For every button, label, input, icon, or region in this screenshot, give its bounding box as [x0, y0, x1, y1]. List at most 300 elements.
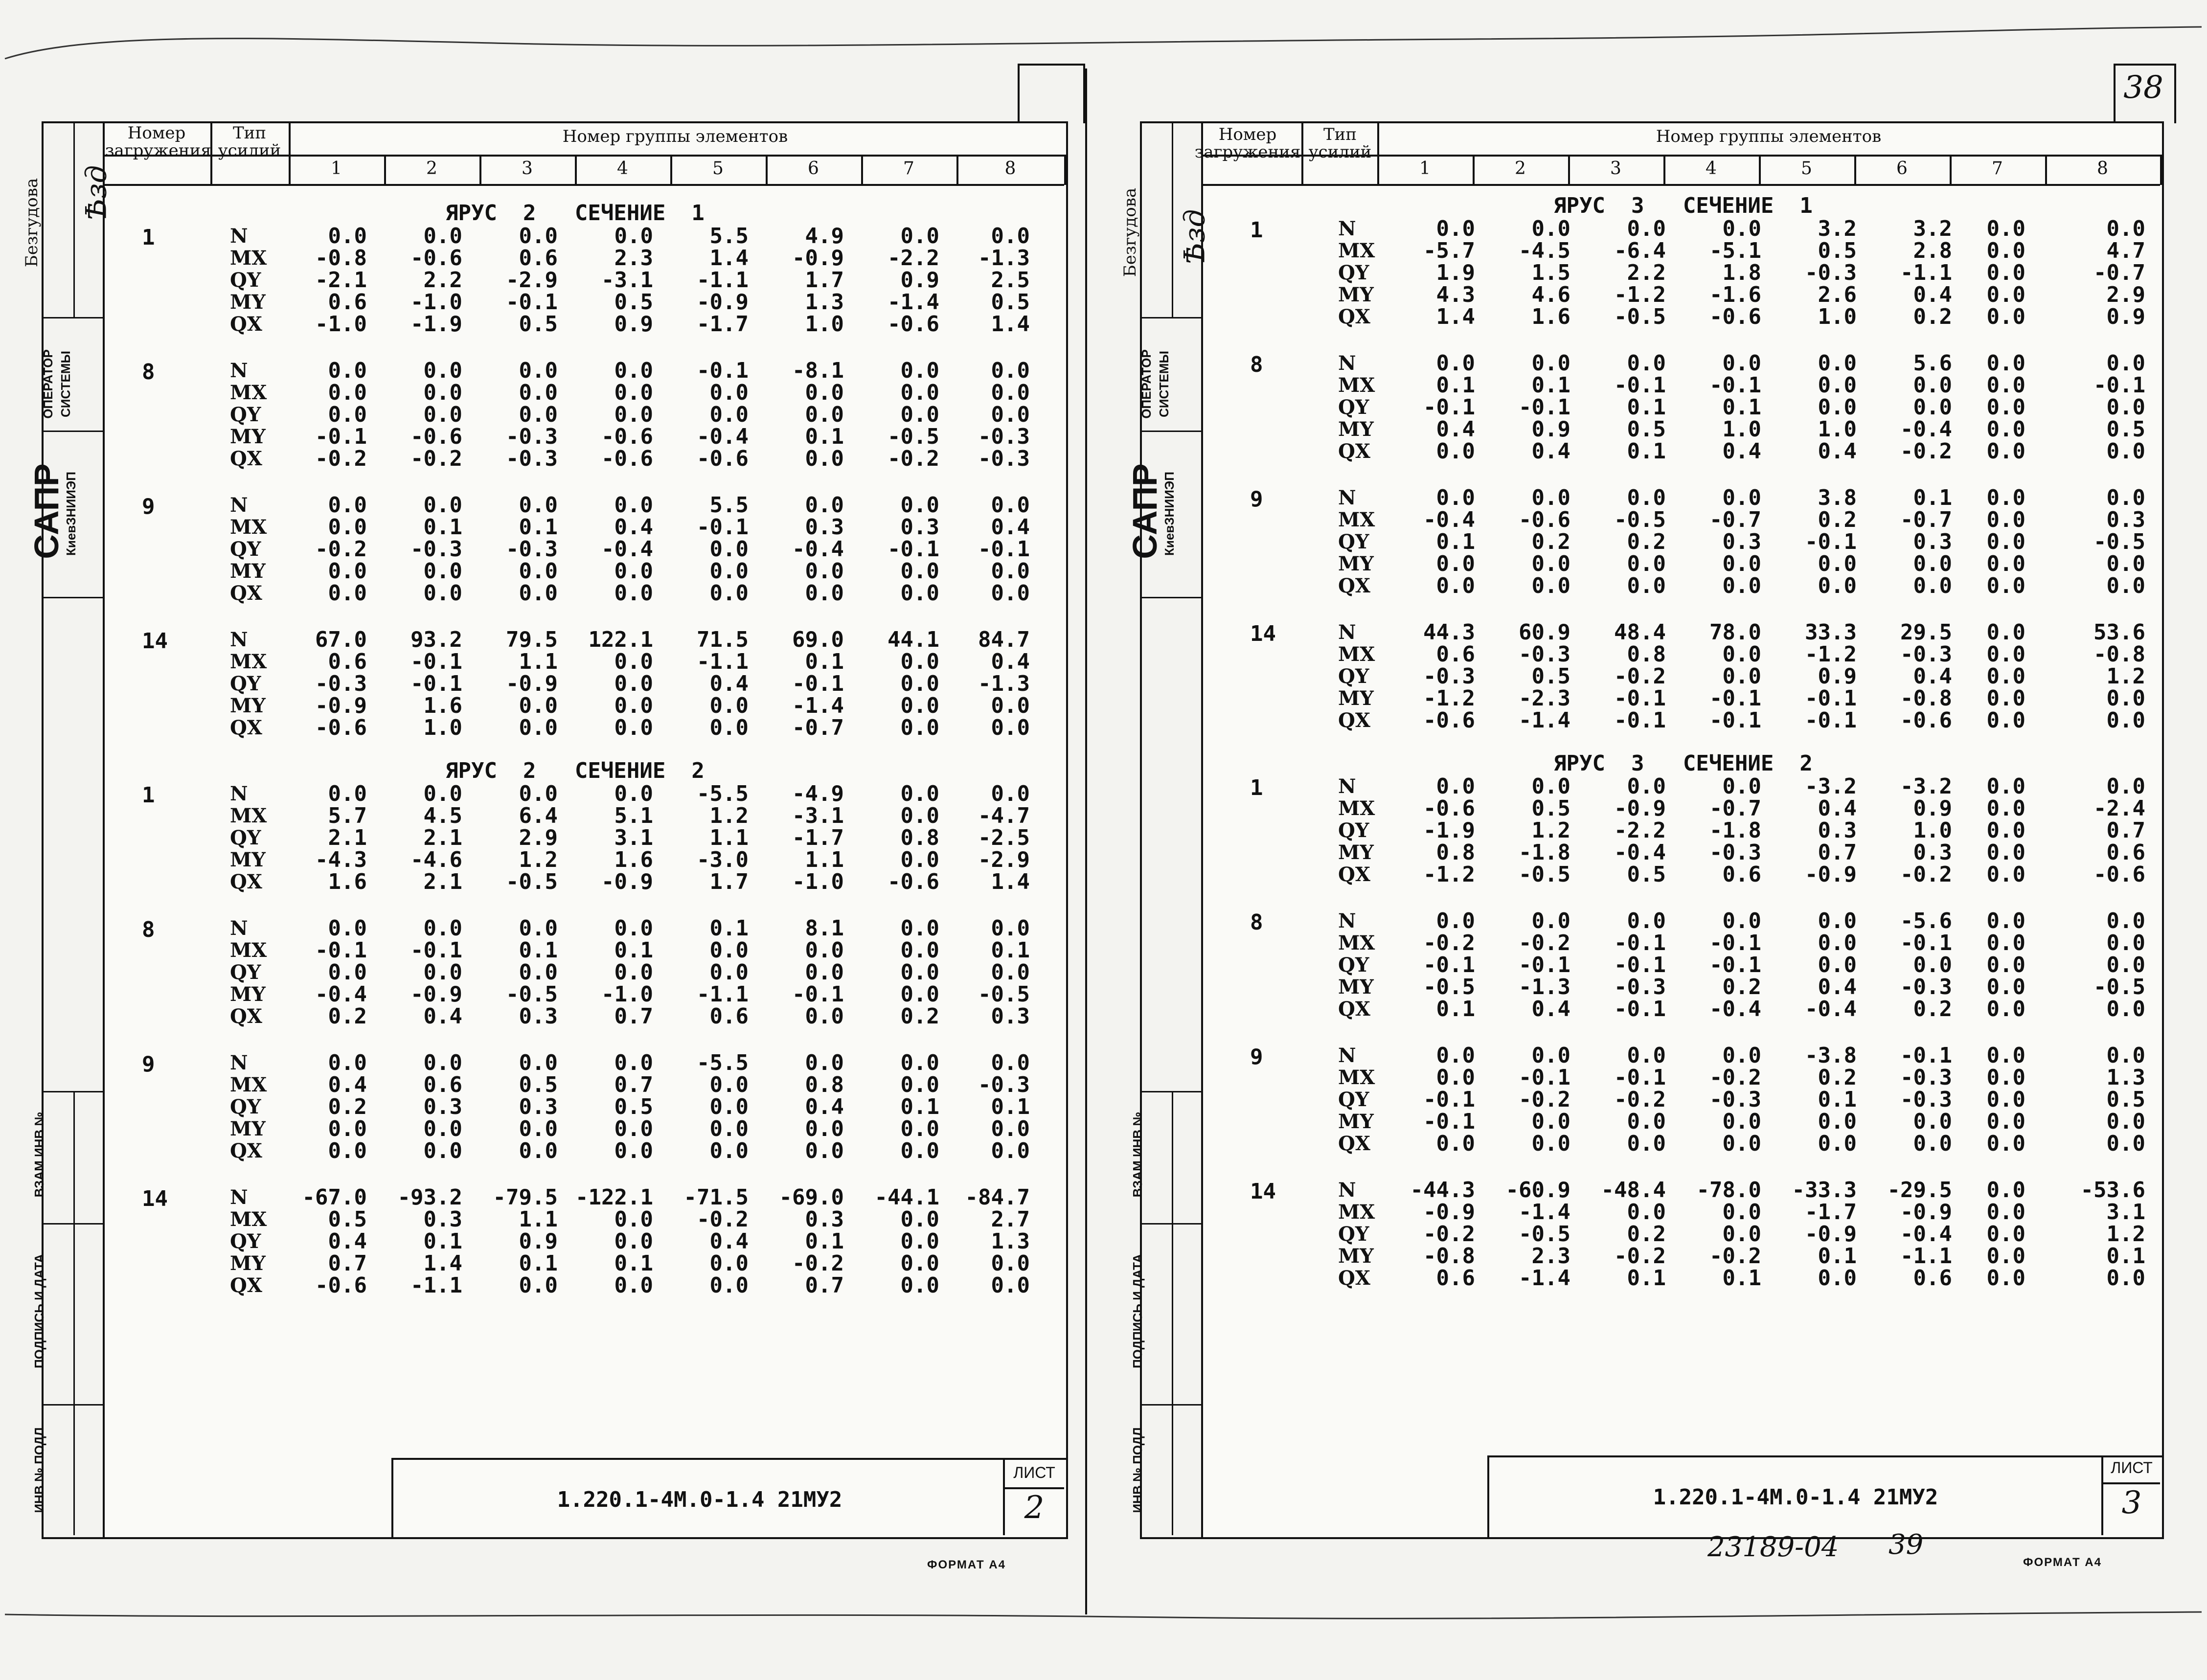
table-cell: -0.3	[1423, 664, 1475, 689]
table-cell: 0.0	[991, 1116, 1030, 1141]
scan-edge-bottom	[0, 1600, 2207, 1639]
force-type-mx: MX	[1338, 797, 1375, 820]
force-type-qy: QY	[1338, 530, 1369, 553]
table-cell: 0.0	[1986, 282, 2025, 307]
table-cell: -0.2	[1614, 664, 1666, 689]
table-cell: 0.0	[900, 1116, 939, 1141]
table-cell: 0.0	[709, 938, 749, 963]
table-cell: 0.1	[991, 938, 1030, 963]
table-cell: 0.7	[614, 1004, 653, 1029]
table-cell: -0.6	[601, 424, 653, 449]
table-cell: 0.0	[614, 960, 653, 985]
table-cell: -0.1	[1614, 686, 1666, 711]
table-cell: -0.8	[315, 246, 367, 271]
table-cell: 0.0	[709, 1251, 749, 1276]
table-cell: 0.0	[519, 781, 558, 806]
table-cell: -0.6	[887, 312, 939, 337]
table-cell: 0.0	[1986, 485, 2025, 510]
table-cell: -1.2	[1805, 642, 1857, 667]
table-cell: -78.0	[1696, 1178, 1761, 1203]
table-cell: 0.3	[519, 1094, 558, 1119]
table-cell: -1.8	[1709, 818, 1761, 843]
table-cell: 0.0	[328, 781, 367, 806]
force-type-n: N	[1338, 352, 1356, 375]
table-cell: -1.4	[1519, 708, 1570, 733]
force-type-mx: MX	[230, 1073, 267, 1096]
column-number-2: 2	[1515, 159, 1526, 179]
table-cell: 0.0	[991, 781, 1030, 806]
table-cell: -2.3	[1519, 686, 1570, 711]
table-cell: 0.4	[1531, 997, 1570, 1022]
table-cell: 0.0	[2106, 351, 2145, 376]
table-cell: 0.0	[519, 715, 558, 740]
table-cell: 1.0	[805, 312, 844, 337]
table-cell: -0.5	[887, 424, 939, 449]
table-cell: 0.6	[709, 1004, 749, 1029]
table-cell: -0.1	[1709, 686, 1761, 711]
table-cell: 0.9	[519, 1229, 558, 1254]
table-cell: 0.0	[709, 693, 749, 718]
force-type-my: MY	[230, 848, 266, 871]
load-number: 8	[1250, 910, 1263, 935]
force-type-qx: QX	[230, 716, 262, 739]
table-cell: -0.1	[506, 290, 558, 315]
table-cell: -0.6	[1423, 708, 1475, 733]
table-cell: 0.0	[2106, 708, 2145, 733]
force-type-my: MY	[1338, 283, 1374, 306]
table-cell: -0.2	[1709, 1065, 1761, 1090]
table-cell: -1.7	[792, 825, 844, 850]
table-cell: 69.0	[792, 627, 844, 652]
force-type-qy: QY	[1338, 1223, 1369, 1246]
table-cell: 0.0	[1818, 395, 1857, 420]
table-cell: 3.1	[614, 825, 653, 850]
archive-page: 39	[1888, 1529, 1924, 1561]
table-cell: 0.4	[1818, 796, 1857, 821]
table-cell: 0.0	[2106, 997, 2145, 1022]
table-cell: 0.2	[1818, 1065, 1857, 1090]
table-cell: -0.6	[315, 1273, 367, 1298]
table-cell: -0.8	[1900, 686, 1952, 711]
podpis-label: ПОДПИСЬ И ДАТА	[32, 1253, 46, 1369]
table-cell: -0.2	[1900, 862, 1952, 887]
table-cell: -1.8	[1519, 840, 1570, 865]
right-institute-label: КиевЗНИИЭП	[1162, 472, 1177, 556]
table-cell: -3.1	[792, 803, 844, 828]
table-cell: -0.6	[1519, 507, 1570, 532]
table-cell: 0.0	[423, 1050, 462, 1075]
table-cell: 0.0	[1722, 1109, 1761, 1134]
table-cell: 0.0	[900, 380, 939, 405]
force-type-n: N	[230, 359, 248, 382]
table-cell: 0.0	[900, 649, 939, 674]
table-cell: 0.0	[2106, 1043, 2145, 1068]
table-cell: 0.0	[1531, 551, 1570, 576]
table-cell: 0.9	[900, 268, 939, 293]
table-cell: -1.7	[1805, 1200, 1857, 1225]
table-cell: -0.1	[887, 537, 939, 562]
table-cell: 0.0	[519, 1138, 558, 1163]
force-type-n: N	[230, 1186, 248, 1209]
table-cell: 0.0	[1531, 573, 1570, 598]
table-cell: -2.1	[315, 268, 367, 293]
table-cell: 0.0	[1627, 1109, 1666, 1134]
table-cell: 0.0	[1722, 774, 1761, 799]
table-cell: 0.0	[328, 1116, 367, 1141]
table-cell: 0.0	[1436, 774, 1475, 799]
table-cell: 0.0	[1436, 485, 1475, 510]
table-cell: -1.1	[1900, 260, 1952, 285]
table-cell: 0.5	[1531, 664, 1570, 689]
table-cell: -0.1	[1709, 708, 1761, 733]
table-cell: 0.0	[1436, 1043, 1475, 1068]
table-cell: -0.8	[2093, 642, 2145, 667]
table-cell: 1.2	[2106, 664, 2145, 689]
table-cell: 0.0	[1986, 395, 2025, 420]
table-cell: 0.0	[1818, 551, 1857, 576]
column-divider	[1064, 155, 1066, 185]
table-cell: 0.3	[805, 515, 844, 540]
force-type-qx: QX	[230, 1005, 262, 1028]
table-cell: 0.0	[900, 960, 939, 985]
table-cell: 0.3	[519, 1004, 558, 1029]
force-type-n: N	[1338, 909, 1356, 932]
table-cell: 0.1	[805, 1229, 844, 1254]
table-cell: 0.0	[1913, 573, 1952, 598]
force-type-mx: MX	[1338, 374, 1375, 397]
table-cell: 1.6	[328, 869, 367, 894]
table-cell: 2.9	[2106, 282, 2145, 307]
table-cell: 0.0	[519, 559, 558, 584]
table-cell: 0.1	[614, 1251, 653, 1276]
table-cell: 0.0	[1627, 216, 1666, 241]
force-type-mx: MX	[1338, 643, 1375, 666]
table-cell: 0.0	[991, 1138, 1030, 1163]
table-cell: 0.4	[991, 649, 1030, 674]
table-cell: 0.0	[900, 693, 939, 718]
table-cell: 6.4	[519, 803, 558, 828]
table-cell: -0.2	[1519, 931, 1570, 955]
table-cell: 0.0	[614, 1138, 653, 1163]
table-cell: 0.0	[328, 380, 367, 405]
table-cell: 5.1	[614, 803, 653, 828]
table-cell: 1.4	[991, 312, 1030, 337]
table-cell: 0.8	[805, 1072, 844, 1097]
table-cell: -0.1	[1423, 1109, 1475, 1134]
table-cell: 0.0	[805, 446, 844, 471]
column-number-3: 3	[1610, 159, 1621, 179]
table-cell: -0.1	[315, 424, 367, 449]
column-number-1: 1	[1419, 159, 1431, 179]
right-stamp-code: 1.220.1-4М.0-1.4 21МУ2	[1653, 1485, 1938, 1510]
table-cell: 1.3	[2106, 1065, 2145, 1090]
table-cell: 0.0	[805, 960, 844, 985]
table-cell: -0.6	[1900, 708, 1952, 733]
table-cell: -1.0	[410, 290, 462, 315]
table-cell: -3.2	[1900, 774, 1952, 799]
table-cell: 0.0	[1436, 573, 1475, 598]
table-cell: -0.6	[410, 424, 462, 449]
table-cell: 0.0	[1436, 551, 1475, 576]
table-cell: 3.1	[2106, 1200, 2145, 1225]
table-cell: 0.0	[1986, 507, 2025, 532]
table-cell: -0.1	[1423, 953, 1475, 977]
table-cell: -0.2	[1519, 1087, 1570, 1112]
table-cell: 2.5	[991, 268, 1030, 293]
table-cell: -0.9	[410, 982, 462, 1007]
table-cell: -0.1	[2093, 373, 2145, 398]
load-number: 14	[142, 1186, 168, 1211]
load-number: 9	[142, 1052, 155, 1077]
table-cell: 0.0	[900, 847, 939, 872]
table-cell: 0.0	[1818, 1131, 1857, 1156]
table-cell: 0.0	[900, 559, 939, 584]
table-cell: 2.2	[1627, 260, 1666, 285]
table-cell: 0.0	[614, 1229, 653, 1254]
table-cell: -0.5	[1614, 304, 1666, 329]
table-cell: -1.2	[1423, 862, 1475, 887]
table-cell: 0.0	[991, 715, 1030, 740]
table-cell: -2.4	[2093, 796, 2145, 821]
table-cell: 0.5	[991, 290, 1030, 315]
table-cell: 0.0	[709, 1116, 749, 1141]
force-type-qx: QX	[1338, 709, 1370, 732]
table-cell: -3.0	[697, 847, 749, 872]
section-title: ЯРУС 3 СЕЧЕНИЕ 1	[1553, 193, 1813, 218]
table-cell: 0.0	[709, 1273, 749, 1298]
table-cell: 0.4	[1818, 975, 1857, 999]
force-type-qy: QY	[230, 403, 261, 426]
table-cell: 1.1	[709, 825, 749, 850]
table-cell: 0.0	[1986, 686, 2025, 711]
table-cell: 0.0	[1436, 216, 1475, 241]
operator-label: ОПЕРАТОР СИСТЕМЫ	[41, 349, 73, 419]
table-cell: 0.0	[900, 803, 939, 828]
table-cell: 0.0	[328, 493, 367, 518]
table-cell: 0.0	[991, 1050, 1030, 1075]
table-cell: 0.1	[805, 424, 844, 449]
table-cell: 0.5	[328, 1207, 367, 1232]
table-cell: -0.1	[1614, 931, 1666, 955]
table-cell: 48.4	[1614, 620, 1666, 645]
force-type-qx: QX	[1338, 998, 1370, 1021]
center-fold-line	[1085, 68, 1087, 1614]
force-type-my: MY	[1338, 687, 1374, 710]
table-cell: 0.0	[709, 380, 749, 405]
table-cell: -0.4	[1900, 417, 1952, 442]
table-cell: 0.0	[805, 1050, 844, 1075]
table-cell: 1.1	[519, 1207, 558, 1232]
table-cell: 0.0	[1986, 642, 2025, 667]
force-type-qy: QY	[230, 1230, 261, 1253]
table-cell: -1.2	[1614, 282, 1666, 307]
right-operator-label: ОПЕРАТОР СИСТЕМЫ	[1139, 349, 1171, 419]
table-cell: -0.3	[1614, 975, 1666, 999]
table-cell: -0.1	[1519, 953, 1570, 977]
table-cell: -93.2	[397, 1185, 462, 1210]
table-cell: 0.0	[709, 402, 749, 427]
force-type-n: N	[1338, 1179, 1356, 1202]
table-cell: 1.6	[423, 693, 462, 718]
table-cell: 0.0	[423, 960, 462, 985]
force-type-my: MY	[1338, 1110, 1374, 1133]
force-type-qx: QX	[230, 870, 262, 893]
table-cell: 0.0	[1986, 796, 2025, 821]
table-cell: 0.0	[1436, 1065, 1475, 1090]
load-number: 1	[1250, 218, 1263, 243]
force-type-n: N	[230, 494, 248, 517]
force-type-n: N	[230, 225, 248, 248]
force-type-my: MY	[1338, 841, 1374, 864]
table-cell: 0.1	[1818, 1087, 1857, 1112]
table-cell: 0.0	[1627, 573, 1666, 598]
table-cell: 53.6	[2093, 620, 2145, 645]
table-cell: 1.0	[1722, 417, 1761, 442]
column-number-4: 4	[1706, 159, 1717, 179]
table-cell: 1.3	[991, 1229, 1030, 1254]
force-type-mx: MX	[1338, 931, 1375, 954]
column-number-6: 6	[1896, 159, 1908, 179]
table-cell: 0.5	[1627, 417, 1666, 442]
table-cell: 2.6	[1818, 282, 1857, 307]
table-cell: 0.4	[1436, 417, 1475, 442]
table-cell: 0.0	[900, 781, 939, 806]
load-number: 1	[142, 225, 155, 250]
table-cell: 0.0	[1986, 373, 2025, 398]
table-cell: -0.3	[978, 446, 1030, 471]
table-cell: 0.4	[709, 671, 749, 696]
force-type-qy: QY	[1338, 1088, 1369, 1111]
table-cell: -0.3	[1709, 1087, 1761, 1112]
table-cell: -0.2	[1614, 1244, 1666, 1269]
table-cell: 0.0	[1722, 664, 1761, 689]
table-cell: 0.0	[423, 916, 462, 941]
table-cell: -1.2	[1423, 686, 1475, 711]
table-cell: -0.2	[1709, 1244, 1761, 1269]
table-cell: 44.3	[1423, 620, 1475, 645]
table-cell: 0.1	[1722, 1266, 1761, 1291]
table-cell: -0.4	[1709, 997, 1761, 1022]
table-cell: 1.6	[1531, 304, 1570, 329]
table-cell: 0.0	[2106, 774, 2145, 799]
table-cell: 0.0	[805, 493, 844, 518]
force-type-my: MY	[1338, 418, 1374, 441]
force-type-qx: QX	[230, 1139, 262, 1162]
force-type-mx: MX	[230, 247, 267, 270]
table-cell: -5.7	[1423, 238, 1475, 263]
table-cell: 0.3	[1722, 529, 1761, 554]
table-cell: -1.4	[792, 693, 844, 718]
table-cell: -3.2	[1805, 774, 1857, 799]
table-cell: 0.2	[1627, 529, 1666, 554]
section-title: ЯРУС 2 СЕЧЕНИЕ 2	[445, 758, 705, 783]
table-cell: 0.6	[2106, 840, 2145, 865]
table-cell: 0.7	[805, 1273, 844, 1298]
table-cell: -0.1	[410, 671, 462, 696]
right-inv-label: ИНВ № ПОДЛ	[1130, 1427, 1145, 1513]
force-type-mx: MX	[230, 516, 267, 539]
table-cell: 0.0	[614, 1273, 653, 1298]
table-cell: 0.0	[1818, 351, 1857, 376]
table-cell: 0.1	[423, 515, 462, 540]
table-cell: 0.8	[1627, 642, 1666, 667]
table-cell: 71.5	[697, 627, 749, 652]
table-cell: -0.2	[887, 446, 939, 471]
force-type-n: N	[230, 1051, 248, 1074]
table-cell: 0.0	[1531, 774, 1570, 799]
table-cell: -0.4	[697, 424, 749, 449]
table-cell: 0.0	[900, 402, 939, 427]
right-list-label: ЛИСТ	[2111, 1459, 2153, 1476]
load-number: 9	[142, 494, 155, 519]
table-cell: 3.2	[1818, 216, 1857, 241]
table-cell: -4.3	[315, 847, 367, 872]
table-cell: 0.4	[1722, 439, 1761, 464]
table-cell: -44.3	[1410, 1178, 1475, 1203]
table-cell: 0.0	[519, 916, 558, 941]
table-cell: 0.0	[1627, 1131, 1666, 1156]
table-cell: 0.0	[1913, 551, 1952, 576]
table-cell: -0.1	[315, 938, 367, 963]
table-cell: -0.9	[697, 290, 749, 315]
table-cell: -0.6	[697, 446, 749, 471]
table-cell: 0.0	[1986, 862, 2025, 887]
table-cell: 0.0	[1986, 351, 2025, 376]
left-list-label: ЛИСТ	[1013, 1464, 1055, 1481]
table-cell: 0.2	[328, 1004, 367, 1029]
force-type-n: N	[230, 628, 248, 651]
force-type-mx: MX	[1338, 508, 1375, 531]
table-cell: 0.2	[1913, 997, 1952, 1022]
force-type-my: MY	[230, 560, 266, 583]
table-cell: 0.0	[614, 224, 653, 249]
table-cell: 0.0	[1986, 774, 2025, 799]
table-cell: -0.1	[1519, 395, 1570, 420]
table-cell: -0.7	[1709, 507, 1761, 532]
force-type-qx: QX	[1338, 863, 1370, 886]
table-cell: 0.0	[614, 715, 653, 740]
table-cell: 0.9	[2106, 304, 2145, 329]
table-cell: -0.5	[2093, 975, 2145, 999]
table-cell: -84.7	[965, 1185, 1030, 1210]
table-cell: 0.1	[709, 916, 749, 941]
table-cell: 0.0	[709, 559, 749, 584]
table-cell: 0.0	[328, 224, 367, 249]
table-cell: 2.8	[1913, 238, 1952, 263]
table-cell: 0.0	[1913, 953, 1952, 977]
table-cell: 0.0	[1818, 1109, 1857, 1134]
table-cell: 0.0	[423, 402, 462, 427]
table-cell: 0.0	[1436, 908, 1475, 933]
table-cell: 0.0	[328, 581, 367, 606]
table-cell: 0.0	[1986, 216, 2025, 241]
table-cell: 2.1	[423, 869, 462, 894]
table-cell: -0.5	[1423, 975, 1475, 999]
table-cell: -0.1	[410, 938, 462, 963]
table-cell: 2.9	[519, 825, 558, 850]
table-cell: -0.7	[1709, 796, 1761, 821]
table-cell: -0.5	[978, 982, 1030, 1007]
force-type-my: MY	[230, 425, 266, 448]
table-cell: 0.0	[1986, 997, 2025, 1022]
table-cell: 0.0	[1986, 664, 2025, 689]
force-type-my: MY	[230, 1117, 266, 1140]
table-cell: 0.0	[1722, 1222, 1761, 1247]
table-cell: 1.2	[519, 847, 558, 872]
table-cell: 0.0	[614, 916, 653, 941]
table-cell: 1.2	[1531, 818, 1570, 843]
table-cell: -0.4	[601, 537, 653, 562]
